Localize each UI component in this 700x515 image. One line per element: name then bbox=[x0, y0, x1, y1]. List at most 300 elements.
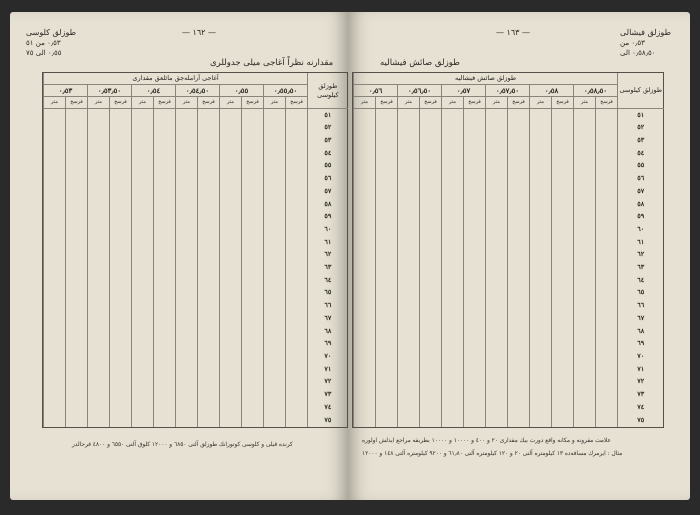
table-cell bbox=[132, 223, 154, 236]
table-cell bbox=[596, 122, 618, 135]
table-cell bbox=[66, 401, 88, 414]
table-cell bbox=[508, 363, 530, 376]
length-value: ٦٤ bbox=[308, 274, 348, 287]
table-cell bbox=[398, 287, 420, 300]
table-cell bbox=[220, 312, 242, 325]
table-cell bbox=[574, 414, 596, 427]
table-cell bbox=[110, 223, 132, 236]
table-cell bbox=[88, 312, 110, 325]
table-cell bbox=[464, 350, 486, 363]
table-cell bbox=[44, 300, 66, 313]
table-cell bbox=[398, 211, 420, 224]
table-cell bbox=[176, 160, 198, 173]
table-cell bbox=[552, 134, 574, 147]
table-cell bbox=[552, 223, 574, 236]
table-cell bbox=[398, 338, 420, 351]
table-cell bbox=[220, 122, 242, 135]
table-cell bbox=[376, 223, 398, 236]
table-cell bbox=[176, 185, 198, 198]
table-cell bbox=[398, 236, 420, 249]
table-cell bbox=[508, 134, 530, 147]
table-cell bbox=[530, 185, 552, 198]
length-value: ٧٤ bbox=[308, 401, 348, 414]
table-cell bbox=[354, 160, 376, 173]
table-row bbox=[44, 134, 348, 147]
table-cell bbox=[176, 173, 198, 186]
table-cell bbox=[44, 249, 66, 262]
table-cell bbox=[442, 109, 464, 122]
table-cell bbox=[552, 249, 574, 262]
table-cell bbox=[154, 401, 176, 414]
table-cell bbox=[110, 414, 132, 427]
table-cell bbox=[66, 414, 88, 427]
table-cell bbox=[110, 389, 132, 402]
table-cell bbox=[242, 363, 264, 376]
table-cell bbox=[264, 236, 286, 249]
table-cell bbox=[242, 338, 264, 351]
table-cell bbox=[486, 147, 508, 160]
table-cell bbox=[464, 325, 486, 338]
table-cell bbox=[286, 300, 308, 313]
table-cell bbox=[596, 414, 618, 427]
table-cell bbox=[88, 173, 110, 186]
table-cell bbox=[508, 338, 530, 351]
table-cell bbox=[398, 173, 420, 186]
right-footer-line1: علامت مقرونه و مكانه واقع دورت بیك مقداری ٢٠ و ٤٠٠ و ١٠٠٠٠ و ١٠٠٠٠ بطریقه مراجع ایدلش اولوره bbox=[362, 438, 611, 444]
table-cell bbox=[44, 350, 66, 363]
table-cell bbox=[264, 185, 286, 198]
table-cell bbox=[464, 134, 486, 147]
table-cell bbox=[198, 122, 220, 135]
table-cell bbox=[286, 198, 308, 211]
table-cell bbox=[264, 211, 286, 224]
table-cell bbox=[376, 173, 398, 186]
table-cell bbox=[176, 338, 198, 351]
table-cell bbox=[552, 173, 574, 186]
table-cell bbox=[442, 223, 464, 236]
table-cell bbox=[154, 198, 176, 211]
right-corner-line2: ٠٫٥٨٫٥٠ الی bbox=[620, 49, 656, 57]
table-cell bbox=[242, 376, 264, 389]
table-row bbox=[354, 198, 664, 211]
table-row bbox=[44, 287, 348, 300]
table-cell bbox=[398, 350, 420, 363]
table-cell bbox=[376, 109, 398, 122]
table-cell bbox=[132, 287, 154, 300]
table-cell bbox=[398, 376, 420, 389]
table-cell bbox=[286, 363, 308, 376]
table-cell bbox=[154, 338, 176, 351]
table-cell bbox=[508, 173, 530, 186]
table-cell bbox=[176, 262, 198, 275]
sub-header: متر bbox=[176, 97, 198, 109]
table-row bbox=[44, 414, 348, 427]
table-cell bbox=[354, 287, 376, 300]
right-col-header: ٠٫٥٨٫٥٠ bbox=[574, 85, 618, 97]
table-cell bbox=[552, 325, 574, 338]
table-cell bbox=[552, 363, 574, 376]
table-cell bbox=[88, 185, 110, 198]
table-cell bbox=[442, 274, 464, 287]
table-cell bbox=[398, 122, 420, 135]
table-cell bbox=[552, 338, 574, 351]
table-cell bbox=[110, 160, 132, 173]
table-row bbox=[354, 160, 664, 173]
table-cell bbox=[110, 401, 132, 414]
table-cell bbox=[286, 211, 308, 224]
table-cell bbox=[596, 389, 618, 402]
table-row bbox=[354, 185, 664, 198]
table-cell bbox=[220, 198, 242, 211]
table-cell bbox=[66, 325, 88, 338]
table-cell bbox=[132, 147, 154, 160]
table-cell bbox=[132, 262, 154, 275]
table-cell bbox=[286, 325, 308, 338]
table-cell bbox=[442, 198, 464, 211]
table-cell bbox=[264, 134, 286, 147]
table-cell bbox=[198, 350, 220, 363]
table-row bbox=[44, 236, 348, 249]
table-cell bbox=[376, 147, 398, 160]
table-cell bbox=[376, 274, 398, 287]
sub-header: فرسخ bbox=[198, 97, 220, 109]
table-row bbox=[354, 249, 664, 262]
table-cell bbox=[552, 109, 574, 122]
right-col-header: ٠٫٥٦٫٥٠ bbox=[398, 85, 442, 97]
table-cell bbox=[464, 236, 486, 249]
table-cell bbox=[420, 109, 442, 122]
left-data-table bbox=[42, 72, 348, 428]
table-cell bbox=[220, 350, 242, 363]
table-cell bbox=[44, 274, 66, 287]
table-row bbox=[44, 262, 348, 275]
table-cell bbox=[154, 109, 176, 122]
table-cell bbox=[552, 350, 574, 363]
sub-header: فرسخ bbox=[464, 97, 486, 109]
table-cell bbox=[242, 122, 264, 135]
table-cell bbox=[508, 287, 530, 300]
table-cell bbox=[66, 300, 88, 313]
table-cell bbox=[420, 338, 442, 351]
table-cell bbox=[354, 134, 376, 147]
table-cell bbox=[198, 249, 220, 262]
length-value: ٥٤ bbox=[308, 147, 348, 160]
table-cell bbox=[154, 122, 176, 135]
table-cell bbox=[242, 414, 264, 427]
table-cell bbox=[66, 185, 88, 198]
table-cell bbox=[220, 274, 242, 287]
table-cell bbox=[66, 262, 88, 275]
table-cell bbox=[530, 262, 552, 275]
length-value: ٦٣ bbox=[308, 262, 348, 275]
table-cell bbox=[44, 185, 66, 198]
table-cell bbox=[376, 198, 398, 211]
table-cell bbox=[530, 198, 552, 211]
table-row bbox=[354, 236, 664, 249]
table-cell bbox=[198, 185, 220, 198]
table-cell bbox=[264, 350, 286, 363]
table-cell bbox=[574, 401, 596, 414]
length-value: ٥٧ bbox=[618, 185, 664, 198]
left-col-header: ٠٫٥٥ bbox=[220, 85, 264, 97]
right-col-header: ٠٫٥٧٫٥٠ bbox=[486, 85, 530, 97]
table-cell bbox=[508, 122, 530, 135]
table-cell bbox=[530, 300, 552, 313]
table-cell bbox=[132, 249, 154, 262]
table-cell bbox=[44, 338, 66, 351]
table-cell bbox=[464, 160, 486, 173]
table-cell bbox=[596, 185, 618, 198]
table-cell bbox=[264, 262, 286, 275]
table-cell bbox=[44, 211, 66, 224]
table-cell bbox=[242, 223, 264, 236]
table-cell bbox=[530, 160, 552, 173]
table-cell bbox=[398, 325, 420, 338]
table-cell bbox=[198, 236, 220, 249]
table-cell bbox=[264, 325, 286, 338]
table-cell bbox=[552, 262, 574, 275]
table-cell bbox=[132, 122, 154, 135]
table-cell bbox=[132, 185, 154, 198]
table-row bbox=[44, 211, 348, 224]
table-cell bbox=[242, 325, 264, 338]
table-cell bbox=[154, 287, 176, 300]
table-cell bbox=[596, 312, 618, 325]
right-corner-line1: ٠٫٥٣ من bbox=[620, 39, 645, 47]
length-value: ٧١ bbox=[308, 363, 348, 376]
table-cell bbox=[420, 134, 442, 147]
table-cell bbox=[88, 249, 110, 262]
table-cell bbox=[132, 300, 154, 313]
table-cell bbox=[154, 325, 176, 338]
table-cell bbox=[88, 109, 110, 122]
table-cell bbox=[264, 401, 286, 414]
table-cell bbox=[176, 274, 198, 287]
table-cell bbox=[464, 414, 486, 427]
table-row bbox=[354, 287, 664, 300]
length-value: ٦٢ bbox=[618, 249, 664, 262]
length-value: ٧٥ bbox=[308, 414, 348, 427]
table-cell bbox=[286, 236, 308, 249]
table-cell bbox=[442, 147, 464, 160]
table-cell bbox=[420, 376, 442, 389]
right-footer-line2: مثال : ایرمرك مسافه‌ده ١٣ كیلومتره آلتی ٢٠ و ١٢٠ كیلومتره آلتی ٦١٫٨٠ و ٩٢٠٠ كیلومتره آلتی ١٤٨ و ١٢٠٠٠ bbox=[362, 451, 623, 457]
table-cell bbox=[354, 185, 376, 198]
table-cell bbox=[530, 211, 552, 224]
table-cell bbox=[198, 325, 220, 338]
table-row bbox=[354, 223, 664, 236]
table-row bbox=[354, 325, 664, 338]
sub-header: متر bbox=[574, 97, 596, 109]
table-cell bbox=[286, 312, 308, 325]
table-cell bbox=[44, 147, 66, 160]
table-cell bbox=[574, 173, 596, 186]
table-cell bbox=[376, 363, 398, 376]
table-cell bbox=[286, 109, 308, 122]
table-cell bbox=[398, 401, 420, 414]
table-cell bbox=[398, 160, 420, 173]
table-cell bbox=[220, 160, 242, 173]
table-cell bbox=[176, 198, 198, 211]
table-cell bbox=[132, 312, 154, 325]
table-cell bbox=[198, 312, 220, 325]
table-cell bbox=[464, 389, 486, 402]
open-book bbox=[10, 12, 690, 500]
table-cell bbox=[376, 236, 398, 249]
table-cell bbox=[376, 160, 398, 173]
table-cell bbox=[552, 122, 574, 135]
table-cell bbox=[354, 147, 376, 160]
table-cell bbox=[596, 350, 618, 363]
table-cell bbox=[286, 249, 308, 262]
table-cell bbox=[132, 376, 154, 389]
table-cell bbox=[110, 147, 132, 160]
table-cell bbox=[88, 389, 110, 402]
table-cell bbox=[486, 160, 508, 173]
table-cell bbox=[264, 338, 286, 351]
table-cell bbox=[420, 262, 442, 275]
sub-header: متر bbox=[132, 97, 154, 109]
length-value: ٦٦ bbox=[308, 300, 348, 313]
table-cell bbox=[486, 338, 508, 351]
length-value: ٧٣ bbox=[618, 389, 664, 402]
table-cell bbox=[44, 134, 66, 147]
table-row bbox=[354, 122, 664, 135]
table-cell bbox=[464, 122, 486, 135]
table-cell bbox=[420, 389, 442, 402]
table-cell bbox=[442, 312, 464, 325]
right-col-header: ٠٫٥٦ bbox=[354, 85, 398, 97]
table-cell bbox=[132, 325, 154, 338]
table-cell bbox=[44, 287, 66, 300]
table-cell bbox=[574, 363, 596, 376]
table-cell bbox=[420, 223, 442, 236]
left-corner-line1: ٠٫٥٣ من ٥١ bbox=[26, 39, 61, 47]
table-cell bbox=[398, 223, 420, 236]
right-col-header: ٠٫٥٧ bbox=[442, 85, 486, 97]
table-cell bbox=[198, 401, 220, 414]
table-cell bbox=[552, 300, 574, 313]
table-cell bbox=[552, 185, 574, 198]
table-cell bbox=[552, 401, 574, 414]
table-cell bbox=[442, 211, 464, 224]
table-cell bbox=[420, 211, 442, 224]
table-cell bbox=[442, 363, 464, 376]
table-cell bbox=[574, 211, 596, 224]
table-cell bbox=[354, 312, 376, 325]
table-cell bbox=[420, 236, 442, 249]
table-cell bbox=[286, 350, 308, 363]
table-cell bbox=[110, 363, 132, 376]
table-cell bbox=[420, 312, 442, 325]
table-cell bbox=[464, 312, 486, 325]
table-cell bbox=[286, 401, 308, 414]
table-cell bbox=[44, 109, 66, 122]
table-cell bbox=[376, 414, 398, 427]
table-cell bbox=[574, 376, 596, 389]
table-cell bbox=[66, 274, 88, 287]
table-row bbox=[44, 312, 348, 325]
table-cell bbox=[596, 109, 618, 122]
table-cell bbox=[176, 414, 198, 427]
table-cell bbox=[376, 249, 398, 262]
table-cell bbox=[596, 223, 618, 236]
table-cell bbox=[220, 338, 242, 351]
table-cell bbox=[286, 134, 308, 147]
table-cell bbox=[176, 363, 198, 376]
table-cell bbox=[176, 376, 198, 389]
table-cell bbox=[420, 300, 442, 313]
table-cell bbox=[132, 211, 154, 224]
table-cell bbox=[220, 300, 242, 313]
table-cell bbox=[132, 350, 154, 363]
table-cell bbox=[264, 249, 286, 262]
table-cell bbox=[154, 211, 176, 224]
table-cell bbox=[198, 363, 220, 376]
left-col-header: ٠٫٥٣٫٥٠ bbox=[88, 85, 132, 97]
table-cell bbox=[66, 160, 88, 173]
table-cell bbox=[220, 389, 242, 402]
table-cell bbox=[66, 338, 88, 351]
table-row bbox=[354, 389, 664, 402]
table-cell bbox=[286, 389, 308, 402]
table-cell bbox=[486, 401, 508, 414]
table-row bbox=[44, 198, 348, 211]
sub-header: متر bbox=[486, 97, 508, 109]
table-cell bbox=[176, 389, 198, 402]
table-cell bbox=[354, 223, 376, 236]
table-cell bbox=[486, 312, 508, 325]
table-cell bbox=[530, 338, 552, 351]
table-cell bbox=[110, 185, 132, 198]
table-cell bbox=[420, 414, 442, 427]
table-cell bbox=[464, 211, 486, 224]
table-cell bbox=[154, 160, 176, 173]
table-cell bbox=[154, 414, 176, 427]
table-cell bbox=[508, 223, 530, 236]
table-cell bbox=[198, 173, 220, 186]
table-cell bbox=[154, 274, 176, 287]
table-cell bbox=[508, 414, 530, 427]
right-table-body bbox=[354, 109, 664, 428]
sub-header: فرسخ bbox=[420, 97, 442, 109]
table-cell bbox=[110, 173, 132, 186]
table-cell bbox=[176, 287, 198, 300]
table-cell bbox=[264, 109, 286, 122]
length-value: ٦٧ bbox=[308, 312, 348, 325]
table-row bbox=[354, 274, 664, 287]
table-cell bbox=[44, 389, 66, 402]
table-cell bbox=[242, 401, 264, 414]
table-cell bbox=[176, 211, 198, 224]
table-cell bbox=[508, 389, 530, 402]
table-row bbox=[354, 363, 664, 376]
table-cell bbox=[398, 198, 420, 211]
table-cell bbox=[44, 173, 66, 186]
table-row bbox=[44, 363, 348, 376]
table-cell bbox=[530, 350, 552, 363]
right-page-title: طوزلق صائش فیشالیه bbox=[380, 58, 460, 68]
table-cell bbox=[376, 300, 398, 313]
table-cell bbox=[154, 350, 176, 363]
table-cell bbox=[486, 249, 508, 262]
table-cell bbox=[376, 262, 398, 275]
table-cell bbox=[398, 274, 420, 287]
table-cell bbox=[486, 325, 508, 338]
table-cell bbox=[442, 173, 464, 186]
table-cell bbox=[574, 338, 596, 351]
table-cell bbox=[286, 262, 308, 275]
